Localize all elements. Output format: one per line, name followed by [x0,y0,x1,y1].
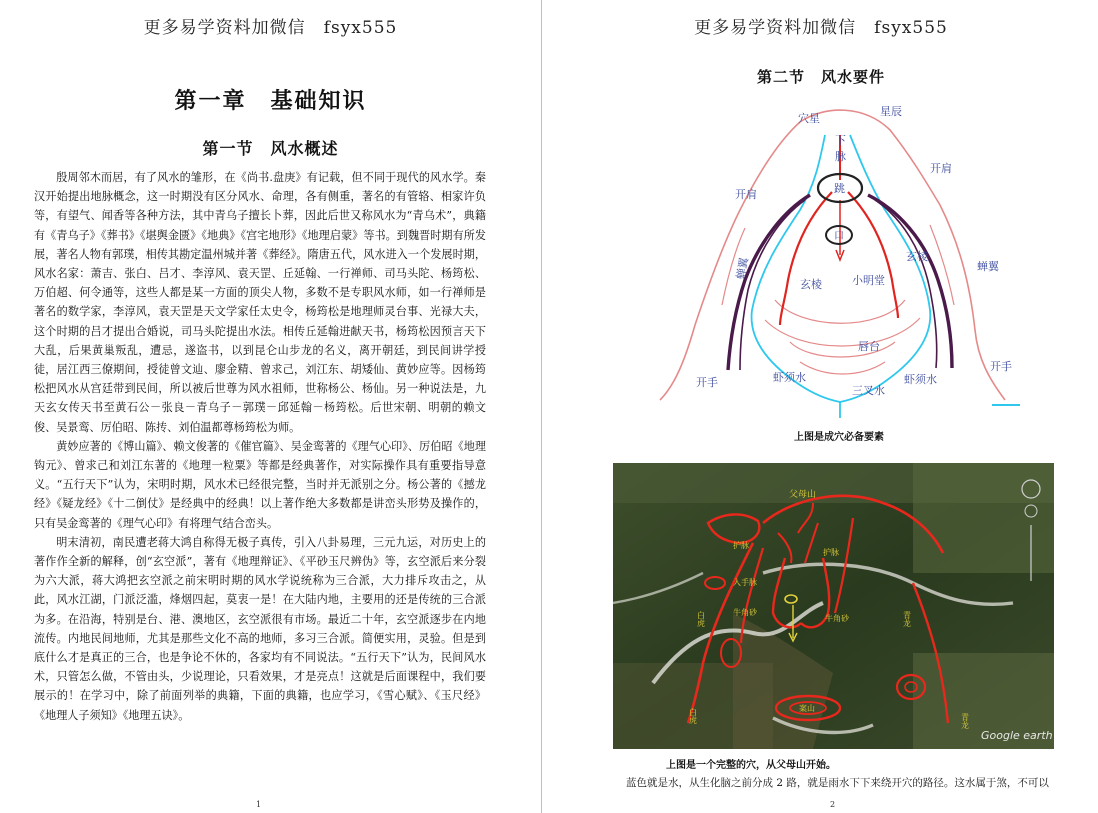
label-xuan-leng: 玄棱 [800,278,822,291]
mountain-outline [775,300,905,323]
label-niu-jiao-sha: 牛角砂 [825,614,849,623]
page-divider [541,0,542,813]
label-ru-shou-mai: 入手脉 [733,578,757,587]
label-qing-long: 青龙 [902,611,912,627]
google-earth-watermark: Google earth [981,729,1053,742]
left-page [0,0,541,813]
label-qing-long: 青龙 [960,713,970,729]
page-number: 2 [830,800,836,809]
label-xiao-ming-tang: 小明堂 [852,274,885,287]
mountain-outline [800,362,885,374]
label-kai-shou: 开手 [990,360,1012,373]
label-xia: 下 [835,134,846,147]
right-page [544,0,1098,813]
body-text [34,168,486,725]
label-hu-mai: 护脉 [823,548,839,557]
paragraph: 蓝色就是水，从生化脑之前分成 2 路，就是雨水下下来绕开穴的路径。这水属于煞，不可以 [626,777,1049,789]
page-header: 更多易学资料加微信 fsyx555 [143,18,398,38]
label-chan-yi: 蝉翼 [977,260,999,273]
label-fu-mu-shan: 父母山 [789,490,817,500]
label-xuan-leng: 玄棱 [906,250,928,263]
label-kai-shou: 开手 [696,376,718,389]
water-line [840,135,930,402]
label-kou: 口 [834,231,844,242]
label-chan-yi: 蝉翼 [734,256,751,281]
diagram-caption: 上图是成穴必备要素 [794,432,884,443]
mountain-outline [765,318,920,346]
paragraph: 黄妙应著的《博山篇》、赖文俊著的《催官篇》、吴金鸾著的《理气心印》、厉伯昭《地理钩元》、曾求己和刘江东著的《地理一粒粟》等都是经典著作，对实际操作具有重要指导意义。“五行天下”认为，宋明时期，风水术已经很完整，当时并无派别之分。杨公著的《撼龙经》《疑龙经》《十二倒仗》是经典中的经典！以上著作绝大多数都是讲峦头形势及操作的，只有吴金鸾著的《理气心印》有将理气结合峦头。 [34,439,486,530]
section-title: 第二节 风水要件 [756,68,885,86]
label-tiao: 跳 [834,182,845,195]
label-xia-xu-shui: 虾须水 [904,373,937,386]
label-bai-hu: 白虎 [696,611,706,627]
label-san-cha-shui: 三叉水 [852,384,885,397]
label-kai-jian: 开肩 [735,188,757,201]
satellite-caption: 上图是一个完整的穴，从父母山开始。 [666,760,836,771]
fengshui-diagram [640,100,1040,425]
label-bai-hu: 白虎 [688,708,698,724]
satellite-image [613,463,1054,749]
water-line [752,135,840,402]
chapter-title: 第一章 基础知识 [174,88,367,114]
label-xing-chen: 星辰 [880,105,902,118]
label-an-shan: 案山 [799,704,815,713]
label-chun-tai: 唇台 [858,340,880,353]
page-header: 更多易学资料加微信 fsyx555 [694,18,948,38]
page-number: 1 [256,800,262,809]
paragraph: 殷周邻木而居，有了风水的雏形，在《尚书.盘庚》有记载，但不同于现代的风水学。秦汉开始提出地脉概念，这一时期没有区分风水、命理，各有侧重，著名的有管辂、相家许负等，有望气、闻香等各种方法，其中青乌子擅长卜葬，因此后世又称风水为“青乌术”，典籍有《青乌子》《葬书》《堪舆金匮》《地典》《宫宅地形》《地理启蒙》等书。到魏晋时期有所发展，著名人物有郭璞，相传其勘定温州城并著《葬经》。隋唐五代，风水进入一个发展时期，风水名家：萧吉、张白、吕才、李淳风、袁天罡、丘延翰、一行禅师、司马头陀、杨筠松、万伯超、何令通等，这些人都是某一方面的顶尖人物，多数不是专职风水师，如一行禅师是著名的数学家，李淳风，袁天罡是天文学家任太史令，杨筠松是地理师灵台事、光禄大夫，这个时期的吕才提出合婚说，司马头陀提出水法。相传丘延翰进献天书，杨筠松因预言天下大乱，后果黄巢叛乱，遭忌，遂盗书，以到昆仑山步龙的名义，离开朝廷，到民间讲学授徒，居江西三僚期间，授徒曾文辿、廖金精、曾求己，刘江东、胡矮仙、黄妙应等。因杨筠松把风水从宫廷带到民间，所以被后世尊为风水祖师，世称杨公、杨仙。另一种说法是，九天玄女传天书至黄石公－张良－青乌子－郭璞－邱延翰－杨筠松。后世宋朝、明朝的赖文俊、吴景鸾、厉伯昭、陈抟、刘伯温都尊杨筠松为师。 [34,171,486,434]
label-kai-jian: 开肩 [930,162,952,175]
label-hu-mai: 护脉 [733,541,749,550]
label-xia-xu-shui: 虾须水 [773,371,806,384]
paragraph: 明末清初，南民遭老蒋大鸿自称得无极子真传，引入八卦易理，三元九运，对历史上的著作作全新的解释，创“玄空派”，著有《地理辩证》、《平砂玉尺辨伪》等，玄空派后来分裂为六大派，蒋大鸿把玄空派之前宋明时期的风水学说统称为三合派，大力排斥攻击之，从此，风水江湖，门派泛滥，烽烟四起，莫衷一是！在大陆内地，主要用的还是传统的三合派为多。在沿海，特别是台、港、澳地区，玄空派很有市场。最近二十年，玄空派逐步在内地流传。内地民间地师，尤其是那些文化不高的地师，多习三合派。简便实用，灵验。但是到底什么才是真正的三合，也是争论不休的，各家均有不同说法。“五行天下”认为，民间风水术，只管怎么做，不管由头，少说理论，只看效果，才是亮点！这就是后面课程中，我们要展示的！在学习中，除了前面列举的典籍，下面的典籍，也应学习，《雪心赋》、《玉尺经》《地理人子须知》《地理五诀》。 [34,535,486,722]
label-mai: 脉 [835,150,846,163]
section-title: 第一节 风水概述 [202,139,339,158]
label-xue-xing: 穴星 [798,112,820,125]
label-niu-jiao-sha: 牛角砂 [733,608,757,617]
wing-left [740,200,805,370]
